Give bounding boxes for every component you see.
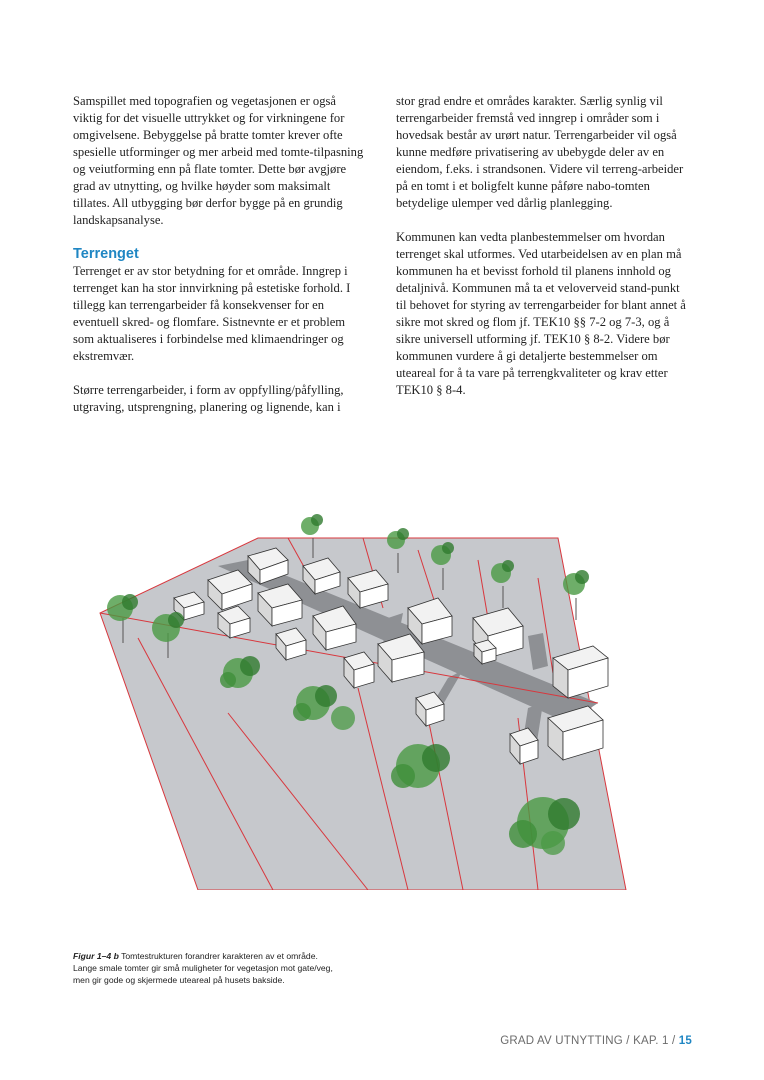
page-number: 15 [678,1035,692,1047]
body-paragraph: Samspillet med topografien og vegetasjonen er også viktig for det visuelle uttrykket og for virkningene for omgivelsene. Bebyggelse på bratte tomter krever ofte spesielle utforminger og mer arbeid med tomte-tilpasning og veiutforming enn på flate tomter. Dette bør avgjøre grad av utnytting, og hvilke høyder som maksimalt tillates. All utbygging bør derfor bygge på en grundig landskapsanalyse. [73,94,364,227]
caption-line: Lange smale tomter gir små muligheter for vegetasjon mot gate/veg, [73,963,333,973]
caption-line: Tomtestrukturen forandrer karakteren av et område. [118,951,318,961]
body-paragraph: Kommunen kan vedta planbestemmelser om hvordan terrenget skal utformes. Ved utarbeidelsen av en plan må kommunen ha et bevisst forhold til planens innhold og detaljnivå. Kommunen må ta et veloverveid stand-punkt til behovet for styring av terrengarbeider for blant annet å sikre mot skred og flom jf. TEK10 §§ 7-2 og 7-3, og å sikre universell utforming jf. TEK10 § 8-2. Videre bør kommunen vurdere å gi detaljerte bestemmelser om uteareal for å ta vare på terrengkvaliteter og krav etter TEK10 § 8-4. [396,230,686,397]
body-paragraph: stor grad endre et områdes karakter. Særlig synlig vil terrengarbeider fremstå ved inngrep i områder som i hovedsak består av urørt natur. Terrengarbeider vil også kunne medføre privatisering av ubebygde deler av en eiendom, f.eks. i strandsonen. Videre vil terreng-arbeider på en tomt i et boligfelt kunne påføre nabo-tomten betydelige ulemper ved dårlig planlegging. [396,94,684,210]
page-footer [500,1035,692,1047]
right-column [396,93,688,416]
running-title: GRAD AV UTNYTTING / KAP. 1 / [500,1035,679,1047]
body-paragraph: Større terrengarbeider, i form av oppfylling/påfylling, utgraving, utsprengning, planering og lignende, kan i [73,383,344,414]
figure-caption [73,950,393,986]
figure-label: Figur 1–4 b [73,951,119,961]
caption-line: men gir gode og skjermede uteareal på husets bakside. [73,975,285,985]
lot-structure-illustration [98,498,628,890]
body-paragraph: Terrenget er av stor betydning for et område. Inngrep i terrenget kan ha stor innvirkning på estetiske forhold. I tillegg kan terrengarbeider få konsekvenser for en eventuell skred- og flomfare. Sistnevnte er et problem som aktualiseres i forbindelse med klimaendringer og ekstremvær. [73,264,351,363]
left-column [73,93,365,433]
section-heading: Terrenget [73,246,139,262]
